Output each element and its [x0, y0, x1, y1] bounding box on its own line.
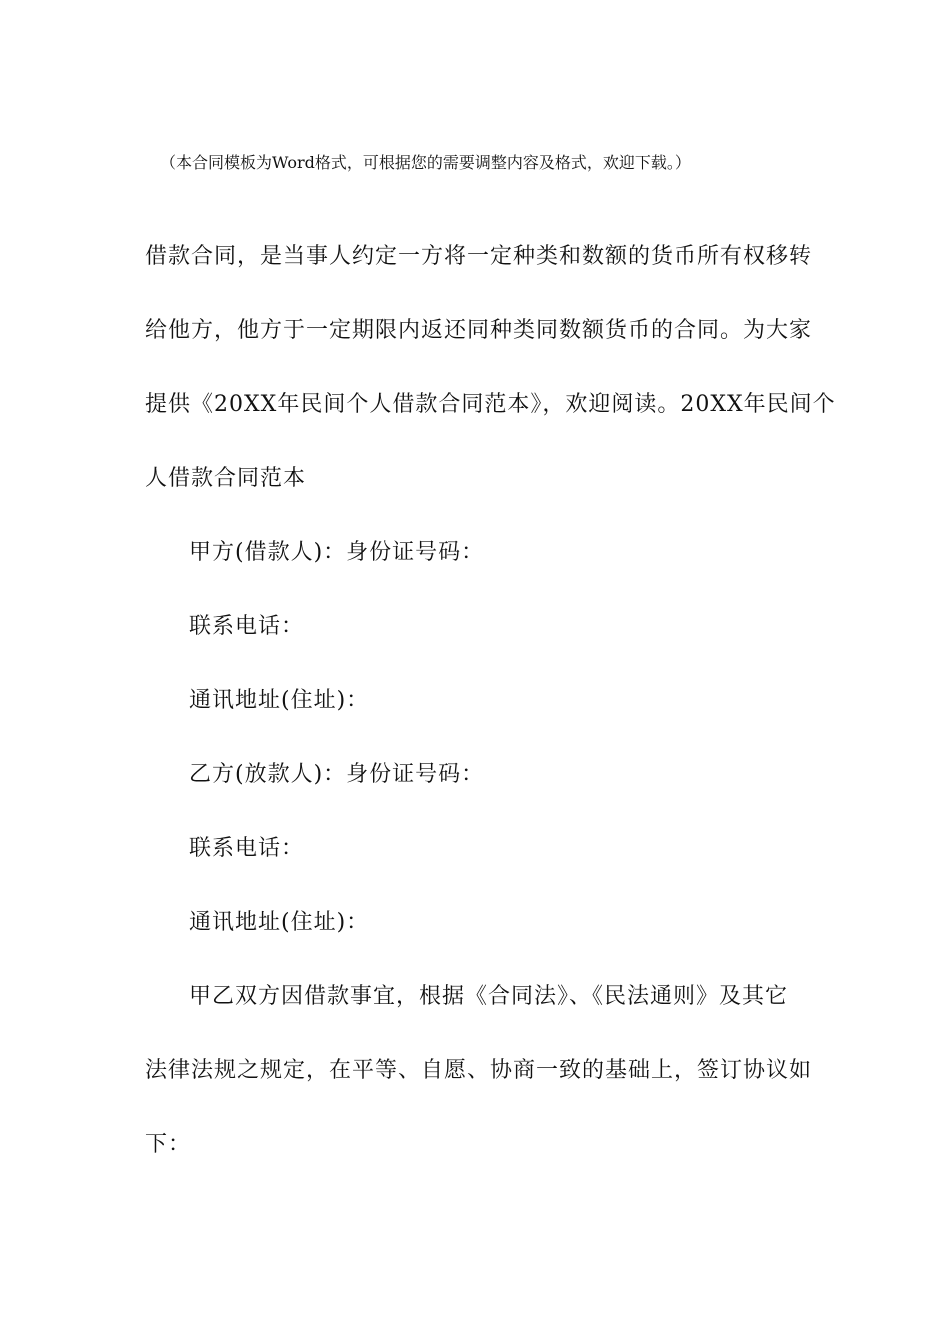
party-a-address-line: 通讯地址(住址)： — [189, 688, 370, 713]
party-b-address-line: 通讯地址(住址)： — [189, 910, 370, 935]
agreement-paragraph-line: 下： — [145, 1132, 192, 1157]
party-a-id-line: 甲方(借款人)：身份证号码： — [189, 540, 485, 565]
agreement-paragraph-line: 甲乙双方因借款事宜，根据《合同法》、《民法通则》及其它 — [189, 984, 789, 1009]
paragraph-line: 提供《20XX年民间个人借款合同范本》，欢迎阅读。20XX年民间个 — [145, 392, 836, 417]
contract-body — [145, 220, 836, 1182]
party-b-id-line: 乙方(放款人)：身份证号码： — [189, 762, 485, 787]
agreement-paragraph-line: 法律法规之规定，在平等、自愿、协商一致的基础上，签订协议如 — [145, 1058, 813, 1083]
template-note: （本合同模板为Word格式，可根据您的需要调整内容及格式，欢迎下载。） — [160, 153, 691, 172]
paragraph-line: 给他方，他方于一定期限内返还同种类同数额货币的合同。为大家 — [145, 318, 813, 343]
party-b-phone-line: 联系电话： — [189, 836, 305, 861]
party-a-phone-line: 联系电话： — [189, 614, 305, 639]
paragraph-line: 借款合同，是当事人约定一方将一定种类和数额的货币所有权移转 — [145, 244, 813, 269]
paragraph-line: 人借款合同范本 — [145, 466, 307, 491]
